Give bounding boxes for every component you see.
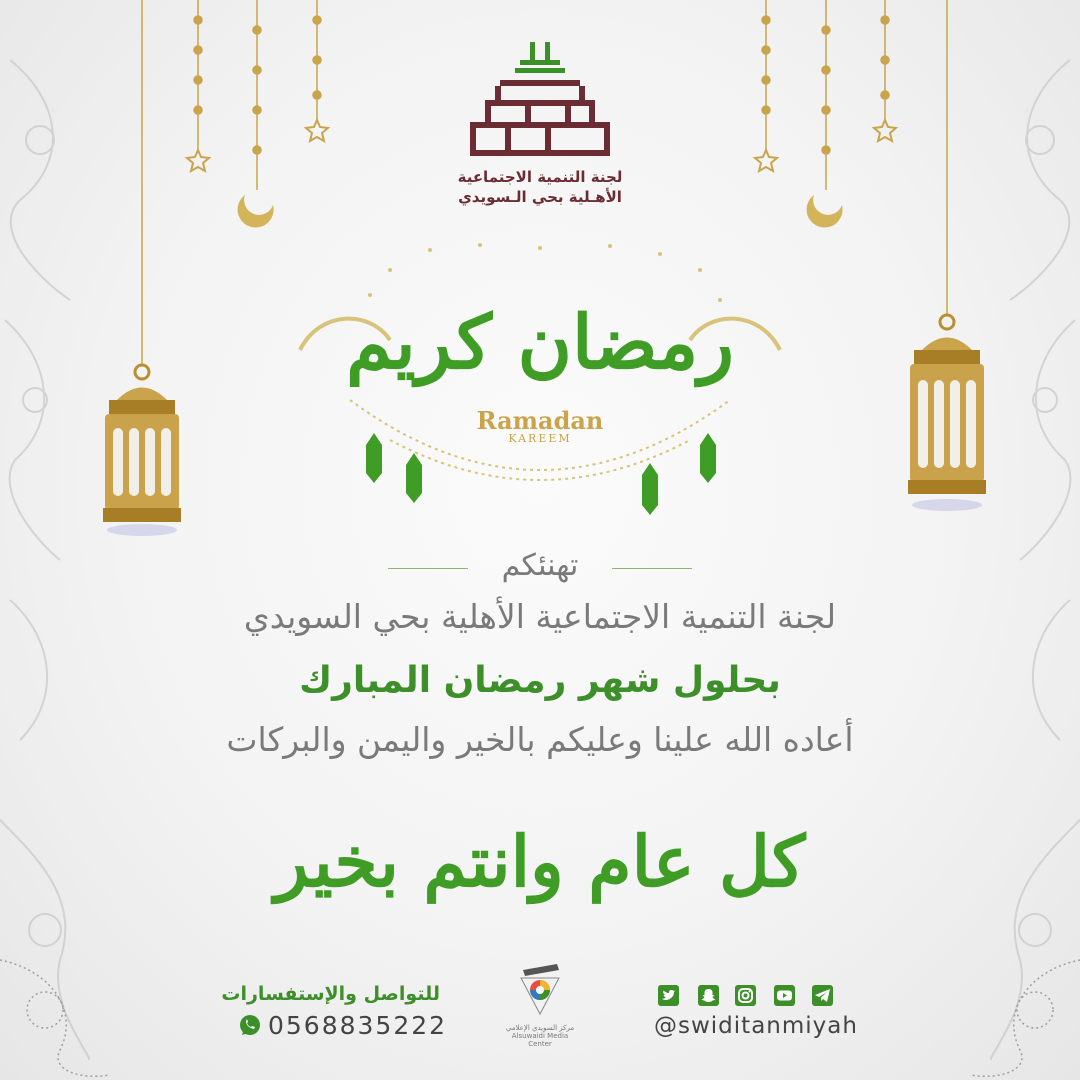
- kareem-latin-subtitle: KAREEM: [508, 432, 572, 445]
- right-lantern-icon: [900, 0, 995, 520]
- prayer-text: أعاده الله علينا وعليكم بالخير واليمن والبركات: [226, 720, 854, 759]
- ramadan-latin-title: Ramadan: [476, 406, 604, 435]
- congrats-text: تهنئكم: [501, 548, 579, 583]
- media-center-label: [505, 1024, 575, 1048]
- media-center-logo: [515, 962, 565, 1018]
- twitter-icon[interactable]: [658, 985, 679, 1006]
- logo-line-2: الأهـلية بحي الـسويدي: [458, 188, 622, 206]
- occasion-text: بحلول شهر رمضان المبارك: [299, 660, 781, 701]
- telegram-icon[interactable]: [812, 985, 833, 1006]
- committee-name: لجنة التنمية الاجتماعية الأهلية بحي السويدي: [243, 597, 837, 636]
- greeting-calligraphy: كل عام وانتم بخير: [274, 820, 806, 903]
- media-center-label-en: Alsuwaidi Media Center: [511, 1032, 569, 1048]
- social-handle[interactable]: @swiditanmiyah: [654, 1013, 858, 1039]
- contact-title: للتواصل والإستفسارات: [221, 983, 440, 1005]
- whatsapp-icon[interactable]: [238, 1013, 262, 1037]
- committee-logo: [455, 38, 625, 163]
- left-lantern-icon: [95, 0, 190, 540]
- media-center-label-ar: مركز السويدي الإعلامي: [505, 1024, 575, 1032]
- bottom-right-ornament: [960, 940, 1080, 1080]
- ramadan-kareem-calligraphy: رمضان كريم: [345, 300, 735, 386]
- youtube-icon[interactable]: [774, 985, 795, 1006]
- bottom-left-ornament: [0, 940, 120, 1080]
- instagram-icon[interactable]: [735, 985, 756, 1006]
- snapchat-icon[interactable]: [698, 985, 719, 1006]
- phone-number[interactable]: 0568835222: [268, 1011, 448, 1040]
- logo-line-1: لجنة التنمية الاجتماعية: [457, 168, 623, 186]
